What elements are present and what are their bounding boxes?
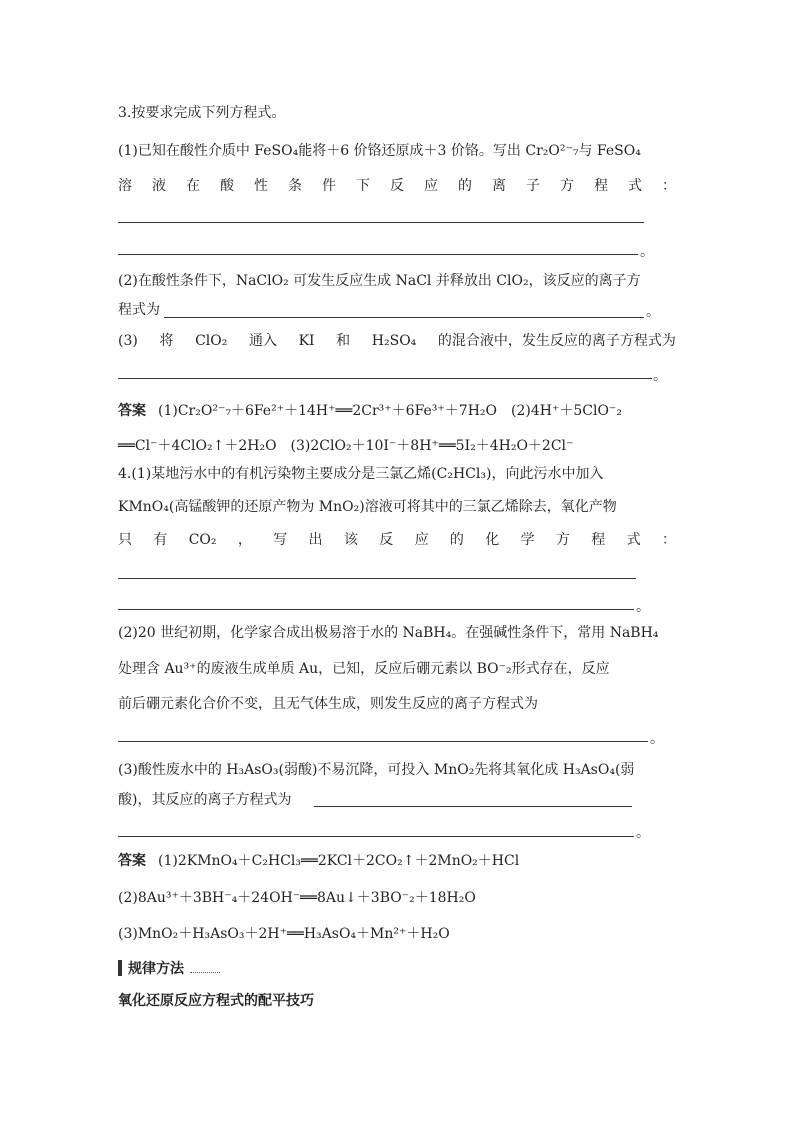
text-segment: ： bbox=[662, 178, 676, 194]
answer-blank[interactable] bbox=[118, 254, 638, 255]
text-segment: 下 bbox=[356, 178, 370, 194]
answer-blank[interactable] bbox=[118, 378, 652, 379]
text-segment: 式 bbox=[628, 178, 642, 194]
text-segment: 件 bbox=[322, 178, 336, 194]
text-segment: 方 bbox=[555, 532, 570, 548]
section-dotted-rule bbox=[190, 972, 220, 973]
q4-answer-line1 bbox=[118, 851, 519, 871]
text-segment: 应 bbox=[414, 532, 429, 548]
text-segment: 学 bbox=[520, 532, 535, 548]
text-segment: ClO₂ bbox=[195, 333, 228, 349]
answer-label: 答案 bbox=[118, 853, 146, 869]
text-segment: 液 bbox=[152, 178, 166, 194]
answer-blank[interactable] bbox=[118, 836, 634, 837]
answer-blank[interactable] bbox=[314, 806, 632, 807]
q3-part1-line1: (1)已知在酸性介质中 FeSO₄能将＋6 价铬还原成＋3 价铬。写出 Cr₂O²⁻₇与 FeSO₄ bbox=[118, 143, 641, 159]
text-segment: CO₂ bbox=[188, 532, 217, 548]
text-segment: 反 bbox=[379, 532, 394, 548]
period-mark: 。 bbox=[653, 368, 667, 384]
answer-blank[interactable] bbox=[118, 222, 644, 223]
text-segment: H₂SO₄ bbox=[371, 333, 417, 349]
answer-blank[interactable] bbox=[118, 609, 634, 610]
q4-part1-line3 bbox=[118, 530, 676, 550]
text-segment: 方 bbox=[560, 178, 574, 194]
q4-part3-line1: (3)酸性废水中的 H₃AsO₃(弱酸)不易沉降，可投入 MnO₂先将其氧化成 H₃AsO₄(弱 bbox=[118, 762, 635, 778]
text-segment: 化 bbox=[485, 532, 500, 548]
q4-part2-line2: 处理含 Au³⁺的废液生成单质 Au，已知，反应后硼元素以 BO⁻₂形式存在，反应 bbox=[118, 661, 610, 677]
answer-blank[interactable] bbox=[118, 578, 636, 579]
period-mark: 。 bbox=[636, 599, 650, 615]
text-segment: ： bbox=[661, 532, 676, 548]
text-segment: ， bbox=[237, 532, 252, 548]
q3-part2-line1: (2)在酸性条件下，NaClO₂ 可发生反应生成 NaCl 并释放出 ClO₂，该反应的离子方 bbox=[118, 273, 641, 289]
section-subtitle: 氧化还原反应方程式的配平技巧 bbox=[118, 993, 314, 1009]
text-segment: 有 bbox=[153, 532, 168, 548]
text-segment: 程 bbox=[594, 178, 608, 194]
text-segment: 程 bbox=[591, 532, 606, 548]
section-marker bbox=[118, 960, 122, 976]
q3-answer-line1 bbox=[118, 401, 622, 421]
text-segment: 反 bbox=[390, 178, 404, 194]
answer-text: (1)Cr₂O²⁻₇＋6Fe²⁺＋14H⁺══2Cr³⁺＋6Fe³⁺＋7H₂O (2)4H⁺＋5ClO⁻₂ bbox=[158, 403, 622, 419]
period-mark: 。 bbox=[646, 304, 660, 320]
section-title: 规律方法 bbox=[128, 961, 184, 977]
text-segment: 条 bbox=[288, 178, 302, 194]
text-segment: 应 bbox=[424, 178, 438, 194]
text-segment: 在 bbox=[186, 178, 200, 194]
q3-part3-line1 bbox=[118, 331, 676, 351]
q4-part1-line1: 4.(1)某地污水中的有机污染物主要成分是三氯乙烯(C₂HCl₃)，向此污水中加入 bbox=[118, 466, 604, 482]
q3-part1-line2 bbox=[118, 176, 676, 196]
text-segment: 只 bbox=[118, 532, 132, 548]
text-segment: (3) bbox=[118, 333, 138, 349]
text-segment: 酸 bbox=[220, 178, 234, 194]
text-segment: 子 bbox=[526, 178, 540, 194]
text-segment: 离 bbox=[492, 178, 506, 194]
q3-part2-line2: 程式为 bbox=[118, 302, 160, 318]
text-segment: 溶 bbox=[118, 178, 132, 194]
q4-part2-line3: 前后硼元素化合价不变，且无气体生成，则发生反应的离子方程式为 bbox=[118, 696, 538, 712]
answer-text: (1)2KMnO₄＋C₂HCl₃══2KCl＋2CO₂↑＋2MnO₂＋HCl bbox=[158, 853, 520, 869]
text-segment: 性 bbox=[254, 178, 268, 194]
section-heading bbox=[118, 958, 220, 978]
text-segment: 该 bbox=[343, 532, 358, 548]
period-mark: 。 bbox=[640, 244, 654, 260]
q3-answer-line2: ══Cl⁻＋4ClO₂↑＋2H₂O (3)2ClO₂＋10I⁻＋8H⁺══5I₂＋4H₂O＋2Cl⁻ bbox=[118, 438, 574, 454]
text-segment: 和 bbox=[336, 333, 351, 349]
answer-blank[interactable] bbox=[118, 741, 648, 742]
q4-answer-line3: (3)MnO₂＋H₃AsO₃＋2H⁺══H₃AsO₄＋Mn²⁺＋H₂O bbox=[118, 926, 450, 942]
text-segment: 将 bbox=[159, 333, 174, 349]
q3-title: 3.按要求完成下列方程式。 bbox=[118, 105, 286, 121]
period-mark: 。 bbox=[636, 825, 650, 841]
q4-part3-line2: 酸)，其反应的离子方程式为 bbox=[118, 792, 292, 808]
q4-part2-line1: (2)20 世纪初期，化学家合成出极易溶于水的 NaBH₄。在强碱性条件下，常用 NaBH₄ bbox=[118, 625, 659, 641]
answer-label: 答案 bbox=[118, 403, 146, 419]
text-segment: 式 bbox=[626, 532, 641, 548]
text-segment: 通入 bbox=[248, 333, 277, 349]
q4-answer-line2: (2)8Au³⁺＋3BH⁻₄＋24OH⁻══8Au↓＋3BO⁻₂＋18H₂O bbox=[118, 890, 476, 906]
text-segment: 出 bbox=[308, 532, 323, 548]
text-segment: 的 bbox=[458, 178, 472, 194]
q4-part1-line2: KMnO₄(高锰酸钾的还原产物为 MnO₂)溶液可将其中的三氯乙烯除去，氧化产物 bbox=[118, 499, 617, 515]
text-segment: 写 bbox=[273, 532, 288, 548]
text-segment: 的混合液中，发生反应的离子方程式为 bbox=[437, 333, 676, 349]
period-mark: 。 bbox=[650, 731, 664, 747]
text-segment: 的 bbox=[449, 532, 464, 548]
answer-blank[interactable] bbox=[164, 317, 644, 318]
text-segment: KI bbox=[298, 333, 315, 349]
